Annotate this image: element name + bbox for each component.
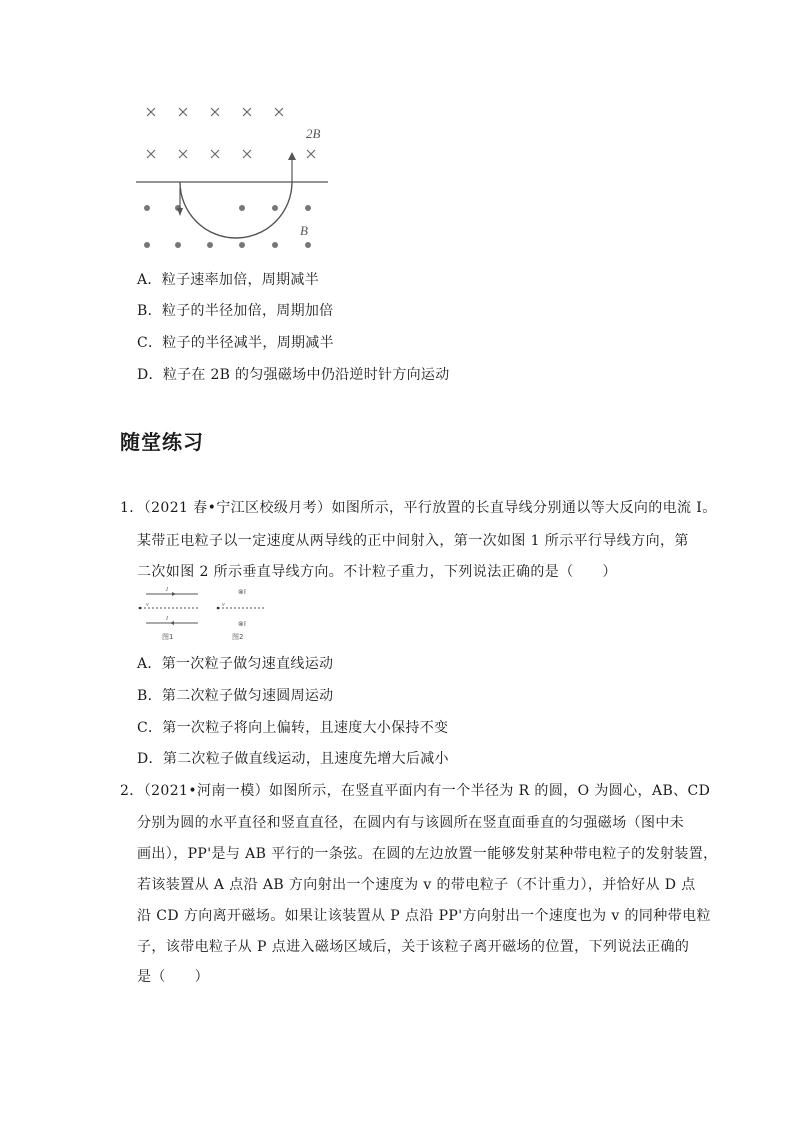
q1-line-1: 1．（2021 春•宁江区校级月考）如图所示，平行放置的长直导线分别通以等大反向的电流 I。 xyxy=(120,500,717,516)
svg-text:I: I xyxy=(166,616,168,622)
section-heading: 随堂练习 xyxy=(120,430,204,454)
q1-line-3: 二次如图 2 所示垂直导线方向。不计粒子重力，下列说法正确的是（ ） xyxy=(137,564,617,580)
prev-option-d: D．粒子在 2B 的匀强磁场中仍沿逆时针方向运动 xyxy=(137,367,450,383)
q1-line-2: 某带正电粒子以一定速度从两导线的正中间射入，第一次如图 1 所示平行导线方向，第 xyxy=(137,533,689,549)
q1-option-d: D．第二次粒子做直线运动，且速度先增大后减小 xyxy=(137,751,449,767)
q2-line-7: 是（ ） xyxy=(137,969,209,985)
q2-line-3: 画出），PP'是与 AB 平行的一条弦。在圆的左边放置一能够发射某种带电粒子的发射装置， xyxy=(137,846,718,862)
svg-text:图1: 图1 xyxy=(162,633,174,641)
dot-field-markers xyxy=(144,205,311,248)
q2-line-1: 2．（2021•河南一模）如图所示，在竖直平面内有一个半径为 R 的圆，O 为圆心，AB、CD xyxy=(120,783,711,799)
cross-field-markers xyxy=(147,108,315,158)
svg-text:v: v xyxy=(222,602,225,608)
svg-text:v: v xyxy=(146,602,149,608)
prev-option-a: A．粒子速率加倍，周期减半 xyxy=(137,272,320,288)
svg-text:⊗I: ⊗I xyxy=(238,588,246,596)
q2-line-6: 子，该带电粒子从 P 点进入磁场区域后，关于该粒子离开磁场的位置，下列说法正确的 xyxy=(137,939,690,955)
prev-option-b: B．粒子的半径加倍，周期加倍 xyxy=(137,303,334,319)
label-B: B xyxy=(300,223,308,238)
q2-line-5: 沿 CD 方向离开磁场。如果让该装置从 P 点沿 PP'方向射出一个速度也为 v 的同种带电粒 xyxy=(137,908,711,924)
svg-text:I: I xyxy=(166,587,168,593)
svg-text:图2: 图2 xyxy=(232,633,244,641)
label-2B: 2B xyxy=(306,126,321,141)
prev-option-c: C．粒子的半径减半，周期减半 xyxy=(137,335,334,351)
q1-figures xyxy=(136,586,268,644)
magnetic-field-figure xyxy=(130,98,335,258)
q1-option-b: B．第二次粒子做匀速圆周运动 xyxy=(137,688,334,704)
q1-option-a: A．第一次粒子做匀速直线运动 xyxy=(137,656,334,672)
q2-line-2: 分别为圆的水平直径和竖直直径，在圆内有与该圆所在竖直面垂直的匀强磁场（图中未 xyxy=(137,815,685,831)
svg-text:⊗I: ⊗I xyxy=(238,620,246,628)
q1-option-c: C．第一次粒子将向上偏转，且速度大小保持不变 xyxy=(137,720,449,736)
q2-line-4: 若该装置从 A 点沿 AB 方向射出一个速度为 v 的带电粒子（不计重力），并恰好从 D 点 xyxy=(137,877,696,893)
